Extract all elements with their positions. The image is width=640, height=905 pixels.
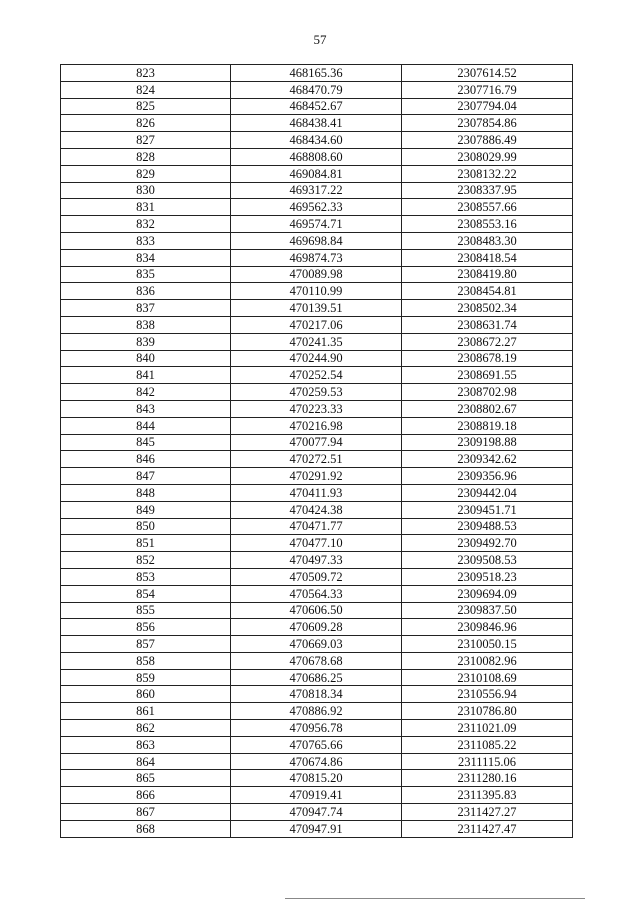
x-coordinate-cell: 468808.60 <box>231 148 402 165</box>
table-row <box>61 753 573 770</box>
y-coordinate-cell: 2309492.70 <box>402 535 573 552</box>
x-coordinate-cell: 470686.25 <box>231 669 402 686</box>
table-row <box>61 384 573 401</box>
point-number-cell: 859 <box>61 669 231 686</box>
point-number-cell: 856 <box>61 619 231 636</box>
x-coordinate-cell: 470223.33 <box>231 400 402 417</box>
scan-edge-line <box>285 898 585 899</box>
table-row <box>61 820 573 837</box>
y-coordinate-cell: 2311085.22 <box>402 736 573 753</box>
y-coordinate-cell: 2310082.96 <box>402 652 573 669</box>
coordinates-table <box>60 64 573 838</box>
y-coordinate-cell: 2311280.16 <box>402 770 573 787</box>
point-number-cell: 830 <box>61 182 231 199</box>
table-row <box>61 686 573 703</box>
x-coordinate-cell: 469317.22 <box>231 182 402 199</box>
table-row <box>61 468 573 485</box>
table-row <box>61 636 573 653</box>
point-number-cell: 844 <box>61 417 231 434</box>
y-coordinate-cell: 2310050.15 <box>402 636 573 653</box>
x-coordinate-cell: 468452.67 <box>231 98 402 115</box>
x-coordinate-cell: 470609.28 <box>231 619 402 636</box>
table-row <box>61 148 573 165</box>
table-row <box>61 484 573 501</box>
y-coordinate-cell: 2308702.98 <box>402 384 573 401</box>
y-coordinate-cell: 2308418.54 <box>402 249 573 266</box>
x-coordinate-cell: 468438.41 <box>231 115 402 132</box>
x-coordinate-cell: 468165.36 <box>231 65 402 82</box>
x-coordinate-cell: 470252.54 <box>231 367 402 384</box>
y-coordinate-cell: 2308557.66 <box>402 199 573 216</box>
x-coordinate-cell: 469084.81 <box>231 165 402 182</box>
y-coordinate-cell: 2307886.49 <box>402 132 573 149</box>
point-number-cell: 850 <box>61 518 231 535</box>
point-number-cell: 838 <box>61 316 231 333</box>
x-coordinate-cell: 468434.60 <box>231 132 402 149</box>
y-coordinate-cell: 2309846.96 <box>402 619 573 636</box>
table-row <box>61 316 573 333</box>
x-coordinate-cell: 470509.72 <box>231 568 402 585</box>
point-number-cell: 824 <box>61 81 231 98</box>
x-coordinate-cell: 470424.38 <box>231 501 402 518</box>
y-coordinate-cell: 2310556.94 <box>402 686 573 703</box>
point-number-cell: 860 <box>61 686 231 703</box>
point-number-cell: 857 <box>61 636 231 653</box>
table-row <box>61 115 573 132</box>
table-row <box>61 266 573 283</box>
table-row <box>61 568 573 585</box>
x-coordinate-cell: 470272.51 <box>231 451 402 468</box>
y-coordinate-cell: 2309508.53 <box>402 552 573 569</box>
x-coordinate-cell: 470244.90 <box>231 350 402 367</box>
table-row <box>61 199 573 216</box>
y-coordinate-cell: 2308678.19 <box>402 350 573 367</box>
table-row <box>61 787 573 804</box>
table-row <box>61 300 573 317</box>
y-coordinate-cell: 2309518.23 <box>402 568 573 585</box>
x-coordinate-cell: 470216.98 <box>231 417 402 434</box>
table-row <box>61 770 573 787</box>
x-coordinate-cell: 470411.93 <box>231 484 402 501</box>
point-number-cell: 846 <box>61 451 231 468</box>
point-number-cell: 843 <box>61 400 231 417</box>
y-coordinate-cell: 2307794.04 <box>402 98 573 115</box>
table-row <box>61 535 573 552</box>
table-row <box>61 400 573 417</box>
point-number-cell: 847 <box>61 468 231 485</box>
table-row <box>61 98 573 115</box>
point-number-cell: 836 <box>61 283 231 300</box>
y-coordinate-cell: 2310786.80 <box>402 703 573 720</box>
y-coordinate-cell: 2307716.79 <box>402 81 573 98</box>
point-number-cell: 853 <box>61 568 231 585</box>
y-coordinate-cell: 2308502.34 <box>402 300 573 317</box>
y-coordinate-cell: 2308337.95 <box>402 182 573 199</box>
x-coordinate-cell: 470815.20 <box>231 770 402 787</box>
y-coordinate-cell: 2308483.30 <box>402 232 573 249</box>
x-coordinate-cell: 470765.66 <box>231 736 402 753</box>
point-number-cell: 845 <box>61 434 231 451</box>
coordinates-table-body <box>61 65 573 838</box>
point-number-cell: 837 <box>61 300 231 317</box>
x-coordinate-cell: 470678.68 <box>231 652 402 669</box>
point-number-cell: 831 <box>61 199 231 216</box>
y-coordinate-cell: 2311427.47 <box>402 820 573 837</box>
y-coordinate-cell: 2309694.09 <box>402 585 573 602</box>
x-coordinate-cell: 469562.33 <box>231 199 402 216</box>
point-number-cell: 827 <box>61 132 231 149</box>
point-number-cell: 839 <box>61 333 231 350</box>
table-row <box>61 65 573 82</box>
x-coordinate-cell: 470497.33 <box>231 552 402 569</box>
y-coordinate-cell: 2311395.83 <box>402 787 573 804</box>
y-coordinate-cell: 2308672.27 <box>402 333 573 350</box>
y-coordinate-cell: 2310108.69 <box>402 669 573 686</box>
point-number-cell: 841 <box>61 367 231 384</box>
x-coordinate-cell: 470818.34 <box>231 686 402 703</box>
table-row <box>61 518 573 535</box>
point-number-cell: 851 <box>61 535 231 552</box>
y-coordinate-cell: 2308802.67 <box>402 400 573 417</box>
point-number-cell: 835 <box>61 266 231 283</box>
point-number-cell: 828 <box>61 148 231 165</box>
table-row <box>61 232 573 249</box>
table-row <box>61 249 573 266</box>
y-coordinate-cell: 2308419.80 <box>402 266 573 283</box>
x-coordinate-cell: 470291.92 <box>231 468 402 485</box>
y-coordinate-cell: 2309451.71 <box>402 501 573 518</box>
table-row <box>61 350 573 367</box>
x-coordinate-cell: 468470.79 <box>231 81 402 98</box>
point-number-cell: 829 <box>61 165 231 182</box>
y-coordinate-cell: 2307854.86 <box>402 115 573 132</box>
table-row <box>61 552 573 569</box>
x-coordinate-cell: 469574.71 <box>231 216 402 233</box>
x-coordinate-cell: 470217.06 <box>231 316 402 333</box>
x-coordinate-cell: 469698.84 <box>231 232 402 249</box>
table-row <box>61 501 573 518</box>
y-coordinate-cell: 2309342.62 <box>402 451 573 468</box>
y-coordinate-cell: 2308631.74 <box>402 316 573 333</box>
x-coordinate-cell: 470089.98 <box>231 266 402 283</box>
y-coordinate-cell: 2308553.16 <box>402 216 573 233</box>
table-row <box>61 451 573 468</box>
table-row <box>61 434 573 451</box>
point-number-cell: 834 <box>61 249 231 266</box>
point-number-cell: 867 <box>61 804 231 821</box>
y-coordinate-cell: 2308691.55 <box>402 367 573 384</box>
page-number: 57 <box>313 32 327 47</box>
point-number-cell: 863 <box>61 736 231 753</box>
x-coordinate-cell: 470606.50 <box>231 602 402 619</box>
table-row <box>61 367 573 384</box>
x-coordinate-cell: 470477.10 <box>231 535 402 552</box>
x-coordinate-cell: 470241.35 <box>231 333 402 350</box>
table-row <box>61 216 573 233</box>
point-number-cell: 833 <box>61 232 231 249</box>
point-number-cell: 849 <box>61 501 231 518</box>
y-coordinate-cell: 2311427.27 <box>402 804 573 821</box>
x-coordinate-cell: 470947.91 <box>231 820 402 837</box>
x-coordinate-cell: 470674.86 <box>231 753 402 770</box>
x-coordinate-cell: 470669.03 <box>231 636 402 653</box>
x-coordinate-cell: 470139.51 <box>231 300 402 317</box>
table-row <box>61 736 573 753</box>
table-row <box>61 669 573 686</box>
y-coordinate-cell: 2309442.04 <box>402 484 573 501</box>
point-number-cell: 858 <box>61 652 231 669</box>
point-number-cell: 866 <box>61 787 231 804</box>
x-coordinate-cell: 470947.74 <box>231 804 402 821</box>
point-number-cell: 852 <box>61 552 231 569</box>
table-row <box>61 602 573 619</box>
y-coordinate-cell: 2309356.96 <box>402 468 573 485</box>
table-row <box>61 132 573 149</box>
x-coordinate-cell: 470110.99 <box>231 283 402 300</box>
x-coordinate-cell: 470471.77 <box>231 518 402 535</box>
point-number-cell: 832 <box>61 216 231 233</box>
table-row <box>61 165 573 182</box>
x-coordinate-cell: 470259.53 <box>231 384 402 401</box>
point-number-cell: 865 <box>61 770 231 787</box>
y-coordinate-cell: 2311021.09 <box>402 720 573 737</box>
x-coordinate-cell: 470077.94 <box>231 434 402 451</box>
x-coordinate-cell: 470886.92 <box>231 703 402 720</box>
y-coordinate-cell: 2307614.52 <box>402 65 573 82</box>
point-number-cell: 840 <box>61 350 231 367</box>
point-number-cell: 823 <box>61 65 231 82</box>
x-coordinate-cell: 470919.41 <box>231 787 402 804</box>
point-number-cell: 855 <box>61 602 231 619</box>
y-coordinate-cell: 2308132.22 <box>402 165 573 182</box>
y-coordinate-cell: 2308029.99 <box>402 148 573 165</box>
table-row <box>61 703 573 720</box>
table-row <box>61 182 573 199</box>
x-coordinate-cell: 470956.78 <box>231 720 402 737</box>
table-row <box>61 720 573 737</box>
y-coordinate-cell: 2308454.81 <box>402 283 573 300</box>
y-coordinate-cell: 2309837.50 <box>402 602 573 619</box>
point-number-cell: 826 <box>61 115 231 132</box>
point-number-cell: 842 <box>61 384 231 401</box>
table-row <box>61 619 573 636</box>
table-row <box>61 283 573 300</box>
y-coordinate-cell: 2309488.53 <box>402 518 573 535</box>
point-number-cell: 861 <box>61 703 231 720</box>
point-number-cell: 862 <box>61 720 231 737</box>
y-coordinate-cell: 2311115.06 <box>402 753 573 770</box>
x-coordinate-cell: 470564.33 <box>231 585 402 602</box>
table-row <box>61 652 573 669</box>
table-row <box>61 585 573 602</box>
table-row <box>61 804 573 821</box>
y-coordinate-cell: 2309198.88 <box>402 434 573 451</box>
table-row <box>61 417 573 434</box>
point-number-cell: 854 <box>61 585 231 602</box>
table-row <box>61 333 573 350</box>
point-number-cell: 864 <box>61 753 231 770</box>
x-coordinate-cell: 469874.73 <box>231 249 402 266</box>
point-number-cell: 825 <box>61 98 231 115</box>
point-number-cell: 868 <box>61 820 231 837</box>
point-number-cell: 848 <box>61 484 231 501</box>
table-row <box>61 81 573 98</box>
y-coordinate-cell: 2308819.18 <box>402 417 573 434</box>
